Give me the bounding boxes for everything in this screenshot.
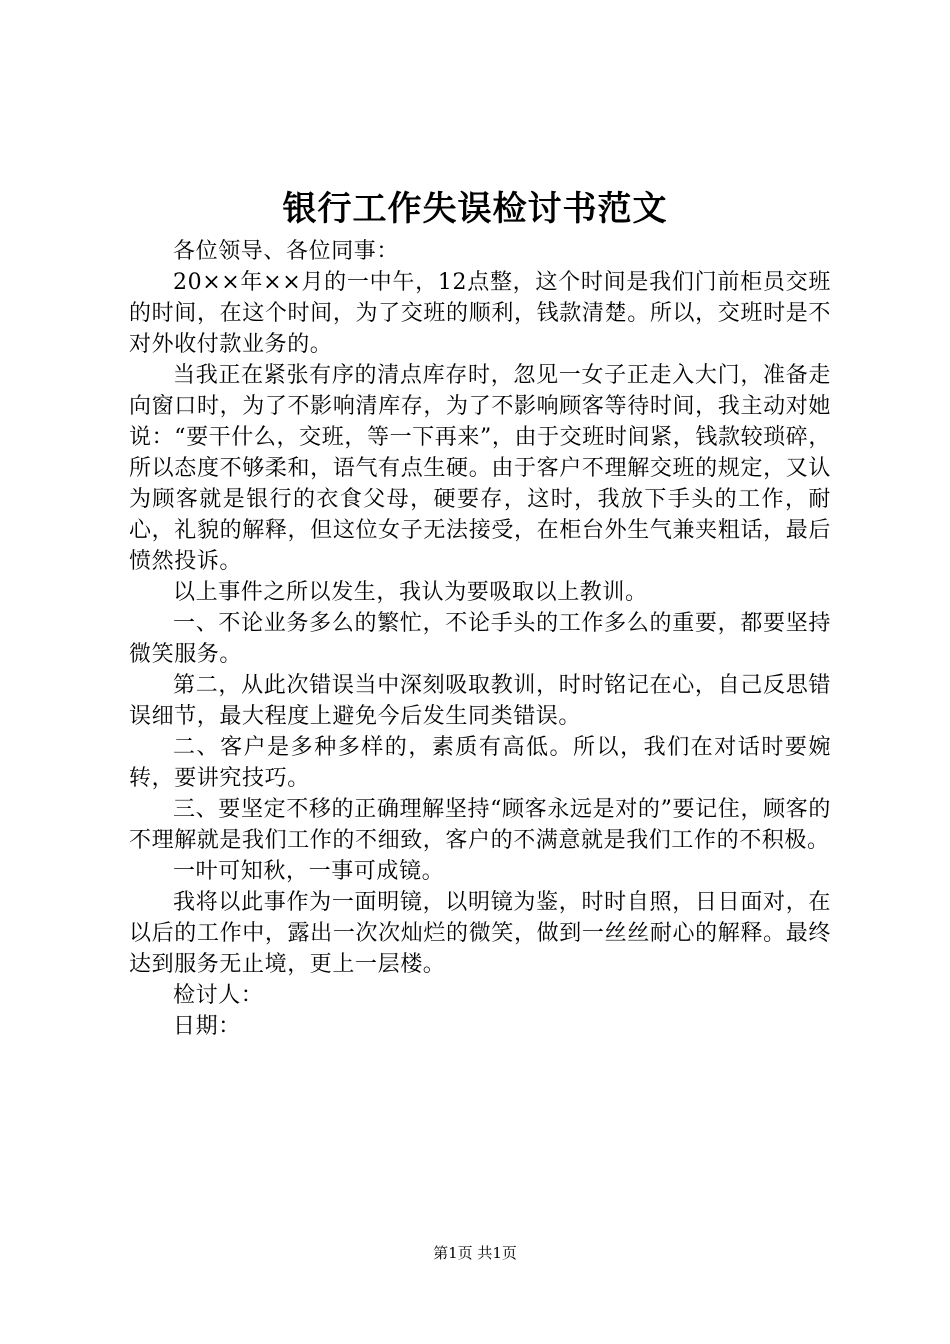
date-line: 日期：: [173, 1014, 241, 1039]
paragraph-proverb: 一叶可知秋，一事可成镜。: [173, 859, 445, 884]
paragraph-point-1: 一、不论业务多么的繁忙，不论手头的工作多么的重要，都要坚持微笑服务。: [129, 611, 831, 667]
document-body: [129, 236, 831, 1042]
paragraph-incident-time: 20××年××月的一中午，12点整，这个时间是我们门前柜员交班的时间，在这个时间，为了交班的顺利，钱款清楚。所以，交班时是不对外收付款业务的。: [129, 270, 831, 357]
paragraph-incident-details: 当我正在紧张有序的清点库存时，忽见一女子正走入大门，准备走向窗口时，为了不影响清库存，为了不影响顾客等待时间，我主动对她说：“要干什么，交班，等一下再来”，由于交班时间紧，钱款较琐碎，所以态度不够柔和，语气有点生硬。由于客户不理解交班的规定，又认为顾客就是银行的衣食父母，硬要存，这时，我放下手头的工作，耐心，礼貌的解释，但这位女子无法接受，在柜台外生气兼夹粗话，最后愤然投诉。: [129, 363, 831, 574]
page-footer: 第1页 共1页: [433, 1244, 517, 1262]
signature-line: 检讨人：: [173, 983, 264, 1008]
document-title: 银行工作失误检讨书范文: [282, 189, 668, 229]
paragraph-point-second: 第二，从此次错误当中深刻吸取教训，时时铭记在心，自己反思错误细节，最大程度上避免今后发生同类错误。: [129, 673, 831, 729]
salutation: 各位领导、各位同事：: [173, 239, 400, 264]
paragraph-point-2: 二、客户是多种多样的，素质有高低。所以，我们在对话时要婉转，要讲究技巧。: [129, 735, 831, 791]
paragraph-lesson-intro: 以上事件之所以发生，我认为要吸取以上教训。: [173, 580, 648, 605]
paragraph-point-3: 三、要坚定不移的正确理解坚持“顾客永远是对的”要记住，顾客的不理解就是我们工作的不细致，客户的不满意就是我们工作的不积极。: [129, 797, 831, 853]
paragraph-conclusion: 我将以此事作为一面明镜，以明镜为鉴，时时自照，日日面对，在以后的工作中，露出一次次灿烂的微笑，做到一丝丝耐心的解释。最终达到服务无止境，更上一层楼。: [129, 890, 831, 977]
